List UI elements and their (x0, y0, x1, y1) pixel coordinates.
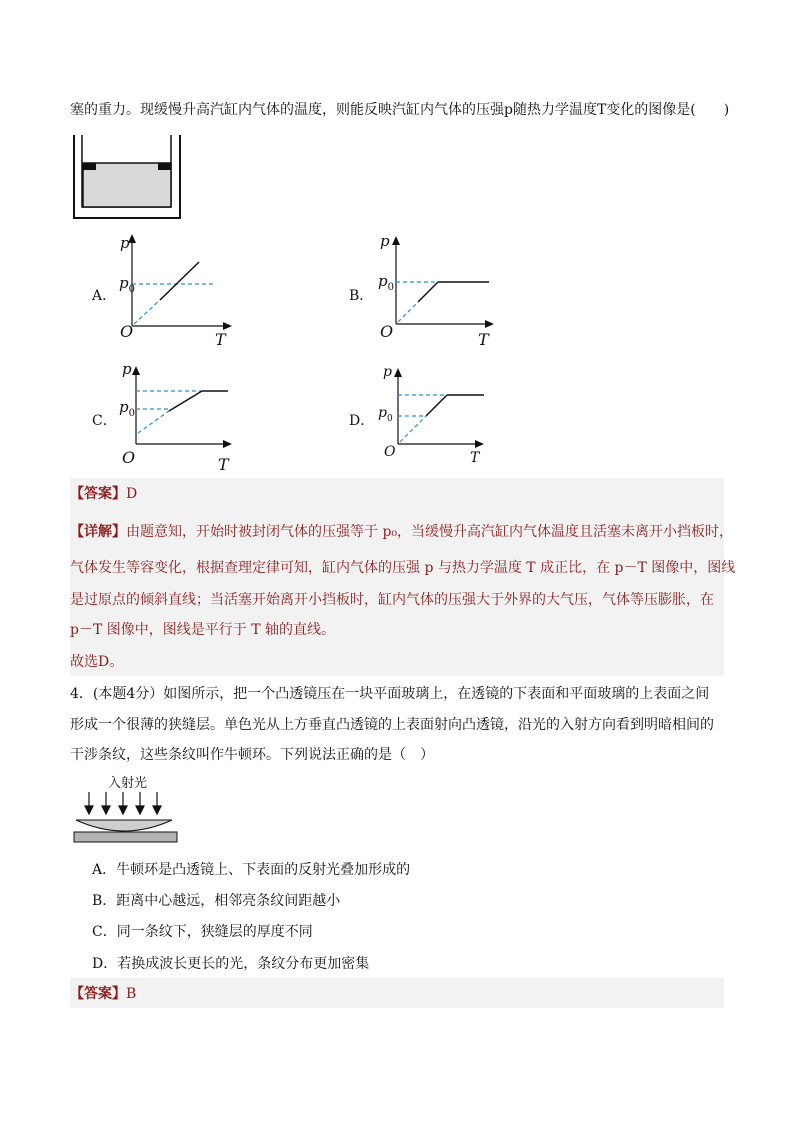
graph-d-p0-label: $p_0$ (378, 405, 393, 424)
graph-a-p0-label: $p_0$ (119, 274, 135, 295)
incident-light-label: 入射光 (108, 776, 148, 791)
question-4-option-d[interactable]: D．若换成波长更长的光，条纹分布更加密集 (92, 956, 370, 972)
question-4-stem-line-1: 4．(本题4分）如图所示，把一个凸透镜压在一块平面玻璃上，在透镜的下表面和平面玻璃的上表面之间 (70, 686, 710, 702)
question-4-answer-box (70, 978, 724, 1008)
option-d-label: D． (349, 413, 375, 429)
question-4-option-b[interactable]: B．距离中心越远，相邻亮条纹间距越小 (92, 893, 341, 909)
detail-line-2: 气体发生等容变化，根据查理定律可知，缸内气体的压强 p 与热力学温度 T 成正比，在 p－T 图像中，图线 (70, 560, 736, 576)
q4-answer-tag: 【答案】 (70, 986, 126, 1002)
option-b-label: B． (349, 288, 374, 304)
newton-ring-figure (72, 790, 182, 854)
graph-a-origin-label: O (120, 322, 134, 341)
option-c-label: C． (92, 413, 117, 429)
detail-line-4: p－T 图像中，图线是平行于 T 轴的直线。 (70, 622, 335, 638)
option-a-label: A． (92, 288, 117, 304)
graph-b-p-axis-label: p (380, 232, 390, 250)
question-4-stem-line-2: 形成一个很薄的狭缝层。单色光从上方垂直凸透镜的上表面射向凸透镜，沿光的入射方向看到明暗相间的 (70, 717, 714, 733)
graph-d-origin-label: O (384, 444, 396, 460)
question-4-option-c[interactable]: C．同一条纹下，狭缝层的厚度不同 (92, 924, 313, 940)
graph-c-p0-label: $p_0$ (119, 398, 135, 419)
detail-line-3: 是过原点的倾斜直线；当活塞开始离开小挡板时，缸内气体的压强大于外界的大气压，气体等压膨胀，在 (70, 592, 714, 608)
q4-answer-line (70, 984, 136, 1004)
graph-c-p-axis-label: p (122, 360, 132, 378)
answer-value: D (126, 486, 138, 502)
graph-b-p0-label: $p_0$ (378, 272, 394, 293)
detail-tag: 【详解】 (70, 524, 126, 540)
question-4-option-a[interactable]: A．牛顿环是凸透镜上、下表面的反射光叠加形成的 (92, 862, 411, 878)
graph-c-t-axis-label: T (218, 455, 229, 474)
graph-b-t-axis-label: T (478, 330, 489, 349)
graph-d-p-axis-label: p (383, 364, 392, 380)
detail-line-1: 【详解】由题意知，开始时被封闭气体的压强等于 p₀，当缓慢升高汽缸内气体温度且活塞未离开小挡板时， (70, 524, 734, 540)
graph-option-d[interactable] (352, 360, 512, 470)
answer-line (70, 484, 137, 504)
graph-b-origin-label: O (380, 322, 394, 341)
cylinder-figure (72, 135, 187, 224)
graph-a-p-axis-label: p (120, 234, 130, 252)
graph-c-origin-label: O (122, 448, 136, 467)
graph-d-t-axis-label: T (470, 450, 480, 466)
graph-a-t-axis-label: T (215, 330, 226, 349)
q4-answer-value: B (126, 986, 137, 1002)
question-4-stem-line-3: 干涉条纹，这些条纹叫作牛顿环。下列说法正确的是（ ） (70, 747, 434, 763)
detail-conclusion: 故选D。 (70, 654, 124, 670)
answer-tag: 【答案】 (70, 486, 126, 502)
question-3-answer-box (70, 478, 736, 676)
question-3-stem: 塞的重力。现缓慢升高汽缸内气体的温度，则能反映汽缸内气体的压强p随热力学温度T变化的图像是( ) (70, 102, 730, 118)
